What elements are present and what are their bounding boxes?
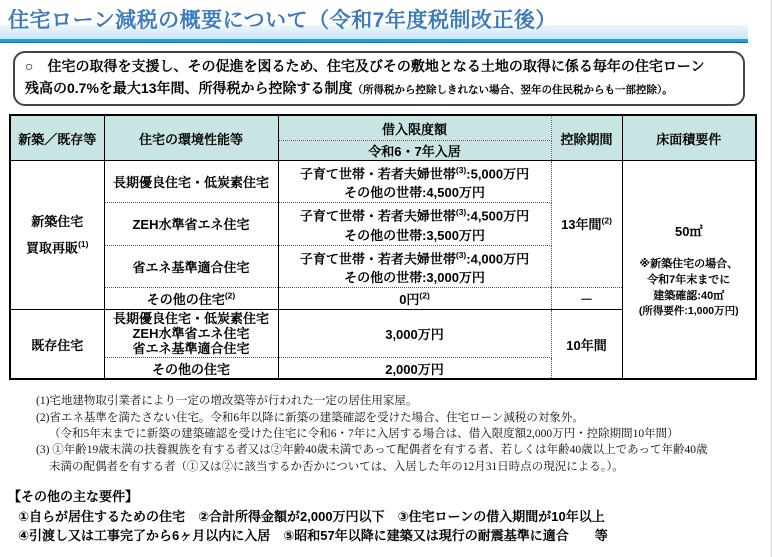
area-note-3: 建築確認:40㎡ [653, 289, 725, 302]
table-row [10, 160, 756, 202]
limit-line-1 [279, 203, 551, 225]
cell-period-13 [551, 160, 622, 287]
intro-line-1 [25, 56, 733, 78]
header-area: 床面積要件 [622, 115, 756, 160]
limit-sup: (3) [455, 207, 467, 218]
cell-limit-existing: 3,000万円 [278, 309, 551, 357]
limit-sup: (3) [455, 249, 467, 260]
requirements-line-2: ④引渡し又は工事完了から6ヶ月以内に入居 ⑤昭和57年以降に建築又は現行の耐震基準に適合 等 [18, 528, 608, 543]
intro-text-2: 残高の0.7%を最大13年間、所得税から控除する制度 [25, 79, 353, 96]
cell-limit-shoene [278, 245, 551, 287]
limit-value: :4,500万円 [466, 208, 530, 224]
limit-line-2: その他の世帯:3,000万円 [344, 269, 485, 285]
limit-line-1 [279, 246, 551, 268]
title-banner [0, 0, 771, 44]
footnote-line: （令和5年末までに新築の建築確認を受けた住宅に令和6・7年に入居する場合は、借入限度額2,000万円・控除期間10年間） [49, 428, 679, 441]
cell-period-dash: － [551, 287, 622, 309]
footnote-line: 未満の配偶者を有する者（①又は②に該当するか否かについては、入居した年の12月31日時点の現況による。）。 [49, 460, 624, 473]
footnotes-block [36, 393, 771, 475]
header-limit: 借入限度額 [278, 115, 551, 140]
period-sup: (2) [601, 216, 612, 227]
circle-marker: ○ [25, 58, 34, 74]
env-sup: (2) [224, 290, 236, 301]
intro-line-2 [25, 78, 733, 100]
limit-household: 子育て世帯・若者夫婦世帯 [299, 166, 456, 182]
limit-value: :4,000万円 [466, 250, 530, 266]
cell-env-shoene: 省エネ基準適合住宅 [104, 245, 278, 287]
cell-env-choki: 長期優良住宅・低炭素住宅 [104, 160, 278, 202]
header-type: 新築／既存等 [10, 115, 104, 160]
env-line-2: ZEH水準省エネ住宅 [132, 325, 250, 341]
area-note-1: ※新築住宅の場合、 [639, 257, 739, 270]
cell-type-existing: 既存住宅 [10, 309, 104, 379]
intro-summary-box [13, 51, 745, 106]
limit-sup: (2) [419, 290, 430, 301]
footnote-line: (2)省エネ基準を満たさない住宅。令和6年以降に新築の建築確認を受けた場合、住宅ローン減税の対象外。 [36, 411, 584, 424]
cell-env-zeh: ZEH水準省エネ住宅 [104, 203, 278, 245]
cell-type-newbuild [10, 160, 104, 309]
limit-line-1 [279, 161, 551, 183]
limit-line-2: その他の世帯:3,500万円 [344, 227, 485, 243]
area-main-value: 50㎡ [675, 223, 703, 239]
area-note-4: (所得要件:1,000万円) [638, 304, 739, 317]
title-rule-decoration [0, 39, 748, 43]
other-requirements-block [8, 487, 771, 546]
intro-text-2-note: （所得税から控除しきれない場合、翌年の住民税からも一部控除）。 [352, 83, 673, 96]
cell-env-other-new [104, 287, 278, 309]
cell-env-other-existing: その他の住宅 [104, 357, 278, 379]
limit-text: 0円 [399, 291, 420, 307]
requirements-heading: 【その他の主な要件】 [8, 489, 139, 504]
header-period: 控除期間 [551, 115, 622, 160]
limit-sup: (3) [455, 164, 467, 175]
cell-limit-other-existing: 2,000万円 [278, 357, 551, 379]
type-line-2: 買取再販 [26, 240, 79, 256]
type-sup: (1) [78, 238, 89, 249]
period-text: 13年間 [561, 217, 602, 233]
cell-limit-zeh [278, 203, 551, 245]
cell-floor-area [622, 160, 756, 379]
limit-value: :5,000万円 [466, 166, 530, 182]
footnote-line: (3) ①年齢19歳未満の扶養親族を有する者又は②年齢40歳未満であって配偶者を有する者、若しくは年齢40歳以上であって年齢40歳 [36, 444, 708, 457]
env-text: その他の住宅 [146, 291, 225, 307]
intro-text-1: 住宅の取得を支援し、その促進を図るため、住宅及びその敷地となる土地の取得に係る毎年の住宅ローン [47, 58, 705, 74]
cell-limit-other-new [278, 287, 551, 309]
header-env: 住宅の環境性能等 [104, 115, 278, 160]
loan-deduction-table [9, 114, 757, 380]
cell-limit-choki [278, 160, 551, 202]
limit-household: 子育て世帯・若者夫婦世帯 [299, 250, 456, 266]
requirements-line-1: ①自らが居住するための住宅 ②合計所得金額が2,000万円以下 ③住宅ローンの借入期間が10年以上 [18, 508, 605, 524]
env-line-1: 長期優良住宅・低炭素住宅 [112, 310, 269, 326]
page-title: 住宅ローン減税の概要について（令和7年度税制改正後） [8, 9, 557, 32]
limit-line-2: その他の世帯:4,500万円 [344, 185, 485, 201]
footnote-line: (1)宅地建物取引業者により一定の増改築等が行われた一定の居住用家屋。 [36, 395, 418, 408]
env-line-3: 省エネ基準適合住宅 [132, 340, 250, 356]
header-limit-sub: 令和6・7年入居 [278, 140, 551, 160]
cell-env-existing [104, 309, 278, 357]
area-note-2: 令和7年末までに [647, 273, 731, 286]
limit-household: 子育て世帯・若者夫婦世帯 [299, 208, 456, 224]
cell-period-10: 10年間 [551, 309, 622, 379]
type-line-1: 新築住宅 [31, 213, 84, 229]
